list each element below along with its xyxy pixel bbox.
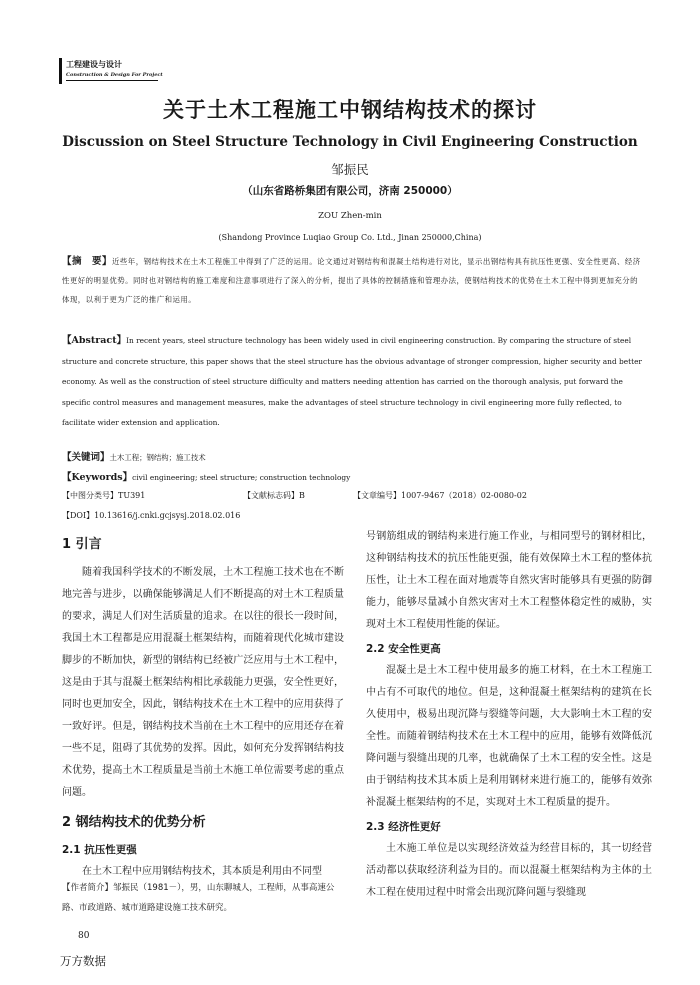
keywords-cn-label: 【关键词】 (62, 452, 110, 463)
clc-number: 【中图分类号】TU391 (62, 491, 146, 500)
author-cn: 邹振民 (331, 162, 369, 177)
page-number: 80 (78, 931, 90, 941)
left-column (62, 534, 344, 883)
section-2-1-paragraph: 在土木工程中应用钢结构技术，其本质是利用由不同型 (82, 866, 322, 877)
section-2-3-paragraph: 土木施工单位是以实现经济效益为经营目标的，其一切经营活动都以获取经济利益为目的。而以混凝土框架结构为主体的土木工程在使用过程中时常会出现沉降问题与裂缝现 (366, 843, 652, 898)
abstract-en-label: 【Abstract】 (62, 335, 127, 346)
affiliation-cn: （山东省路桥集团有限公司，济南 250000） (242, 185, 458, 197)
keywords-cn-text: 土木工程；钢结构；施工技术 (109, 453, 206, 462)
watermark-text: 万方数据 (60, 954, 106, 968)
document-code: 【文献标志码】B (243, 491, 305, 500)
section-2-2-heading: 2.2 安全性更高 (366, 643, 441, 655)
article-number: 【文章编号】1007-9467（2018）02-0080-02 (353, 491, 527, 500)
header-rule (66, 80, 158, 81)
abstract-cn (62, 252, 645, 309)
continued-paragraph: 号钢筋组成的钢结构来进行施工作业，与相同型号的钢材相比，这种钢结构技术的抗压性能更强，能有效保障土木工程的整体抗压性，让土木工程在面对地震等自然灾害时能够具有更强的防御能力，能够尽量减小自然灾害对土木工程整体稳定性的威胁，实现对土木工程使用性能的保证。 (366, 531, 652, 630)
title-cn: 关于土木工程施工中钢结构技术的探讨 (163, 98, 537, 122)
section-1-paragraph: 随着我国科学技术的不断发展，土木工程施工技术也在不断地完善与进步，以确保能够满足人们不断提高的对土木工程质量的要求，满足人们对生活质量的追求。在以往的很长一段时间，我国土木工程都是应用混凝土框架结构，而随着现代化城市建设脚步的不断加快，新型的钢结构已经被广泛应用与土木工程中，这是由于其与混凝土框架结构相比承载能力更强，安全性更好，同时也更加安全，因此，钢结构技术在土木工程中的应用获得了一致好评。但是，钢结构技术当前在土木工程中的应用还存在着一些不足，阻碍了其优势的发挥。因此，如何充分发挥钢结构技术优势，提高土木工程质量是当前土木施工单位需要考虑的重点问题。 (62, 567, 344, 798)
section-1-heading: 1 引言 (62, 537, 102, 552)
section-2-heading: 2 钢结构技术的优势分析 (62, 815, 206, 830)
abstract-cn-text: 近些年，钢结构技术在土木工程施工中得到了广泛的运用。论文通过对钢结构和混凝土结构进行对比，显示出钢结构具有抗压性更强、安全性更高、经济性更好的明显优势。同时也对钢结构的施工难度和注意事项进行了深入的分析，提出了具体的控制措施和管理办法，使钢结构技术的优势在土木工程中得到更加充分的体现，以利于更为广泛的推广和运用。 (62, 257, 641, 304)
title-en: Discussion on Steel Structure Technology in Civil Engineering Construction (62, 134, 638, 150)
section-2-2-paragraph: 混凝土是土木工程中使用最多的施工材料，在土木工程施工中占有不可取代的地位。但是，这种混凝土框架结构的建筑在长久使用中，极易出现沉降与裂缝等问题，大大影响土木工程的安全性。而随着钢结构技术在土木工程中的应用，能够有效降低沉降问题与裂缝出现的几率，也就确保了土木工程的安全性。这是由于钢结构技术其本质上是利用钢材来进行施工的，能够有效弥补混凝土框架结构的不足，实现对土木工程质量的提升。 (366, 665, 652, 808)
keywords-en-text: civil engineering; steel structure; construction technology (132, 473, 351, 482)
keywords-cn (62, 449, 206, 463)
abstract-en (62, 331, 645, 434)
journal-column-en: Construction & Design For Project (66, 72, 163, 78)
journal-column-cn: 工程建设与设计 (66, 60, 122, 69)
right-column (366, 526, 652, 904)
author-en: ZOU Zhen-min (318, 211, 382, 221)
affiliation-en: (Shandong Province Luqiao Group Co. Ltd., Jinan 250000,China) (218, 233, 482, 242)
section-2-1-heading: 2.1 抗压性更强 (62, 844, 137, 856)
keywords-en (62, 469, 350, 483)
doi: 【DOI】10.13616/j.cnki.gcjsysj.2018.02.016 (62, 511, 241, 520)
abstract-en-text: In recent years, steel structure technology has been widely used in civil engineering construction. By comparing the structure of steel structure and concrete structure, this paper shows that the steel structure has the obvious advantage of stronger compression, higher security and better economy. As well as the construction of steel structure difficulty and matters needing attention has carried on the thorough analysis, put forward the specific control measures and management measures, make the advantages of steel structure technology in civil engineering more fully reflected, to facilitate wider extension and application. (62, 336, 642, 427)
header-bar (59, 58, 62, 84)
author-footnote: 【作者简介】邹振民（1981－），男，山东聊城人，工程师，从事高速公路、市政道路、城市道路建设施工技术研究。 (62, 883, 335, 913)
keywords-en-label: 【Keywords】 (62, 472, 133, 483)
section-2-3-heading: 2.3 经济性更好 (366, 821, 441, 833)
abstract-cn-label: 【摘 要】 (62, 256, 113, 267)
